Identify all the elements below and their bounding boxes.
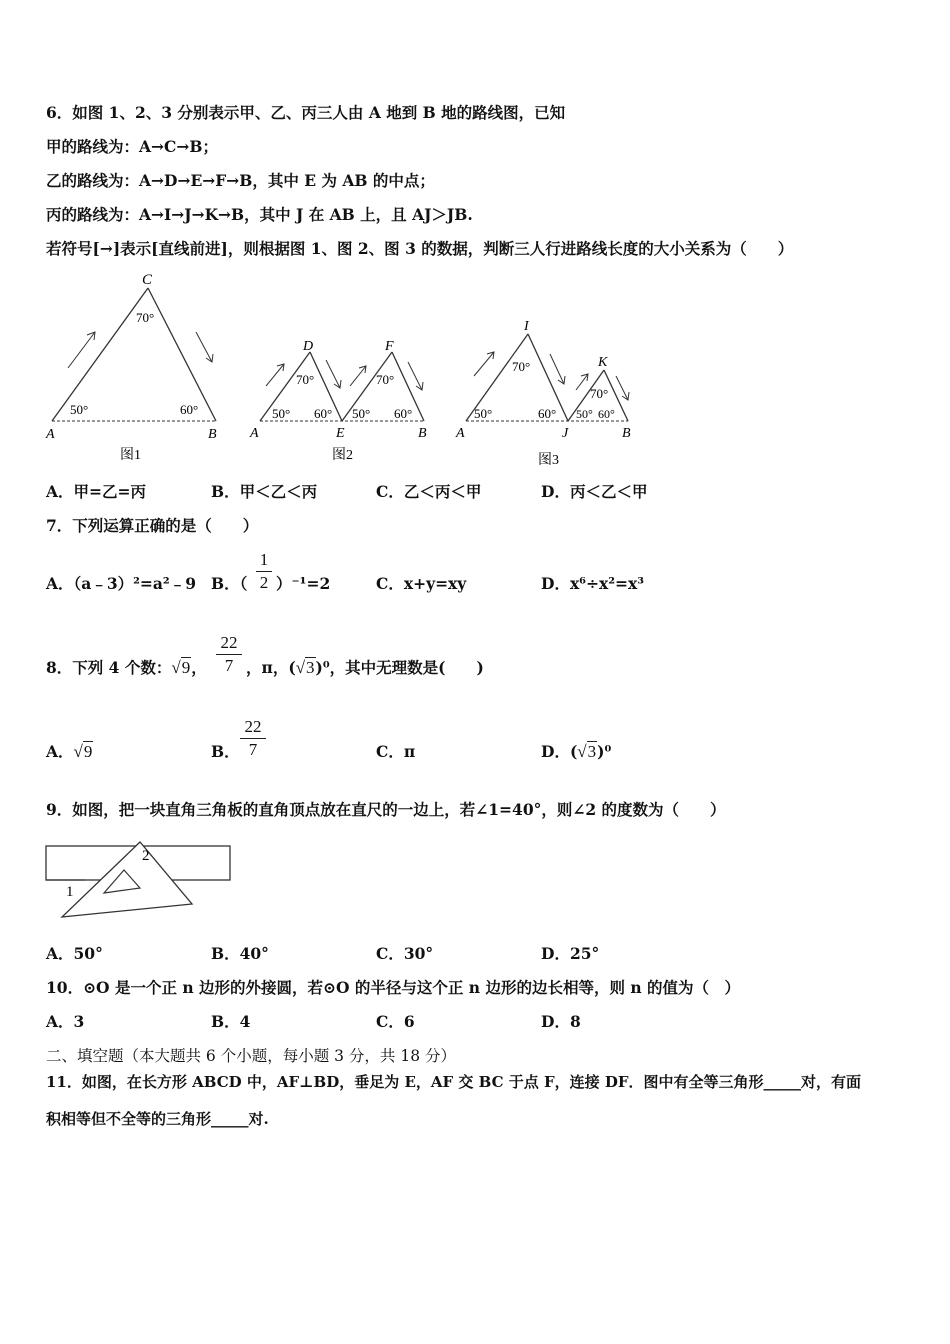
fraction-bar xyxy=(216,654,242,655)
fig2-arrow-2 xyxy=(326,360,340,388)
fig1-arrow-up xyxy=(68,332,95,368)
fig1-label-a: A xyxy=(46,427,55,442)
fig2-caption: 图2 xyxy=(332,448,353,463)
q8-stem xyxy=(46,658,207,678)
fig3-angle-k: 70° xyxy=(590,386,609,401)
fig3-angle-b: 60° xyxy=(598,407,615,421)
fig3-arrow-1 xyxy=(474,352,494,376)
q8-option-d-sqrt: √3 xyxy=(577,742,597,761)
q8-stem-fraction xyxy=(216,633,242,676)
fig2-angle-d: 70° xyxy=(296,372,315,387)
fig3-label-i: I xyxy=(524,319,529,334)
q11-line2: 积相等但不全等的三角形_____对. xyxy=(46,1110,269,1128)
fig2-arrow-4 xyxy=(408,362,422,390)
q10-option-c: C．6 xyxy=(376,1012,415,1031)
fig2-label-a: A xyxy=(250,426,259,441)
fig1-label-c: C xyxy=(142,272,153,288)
q8-option-a-radicand: 9 xyxy=(83,742,93,761)
fig3-label-a: A xyxy=(456,426,465,441)
q10-option-b: B．4 xyxy=(211,1012,251,1031)
fig1-angle-a: 50° xyxy=(70,402,89,417)
q10-option-d: D．8 xyxy=(541,1012,581,1031)
q8-option-b-label: B． xyxy=(211,742,240,761)
fig2-label-d: D xyxy=(303,339,314,354)
q6-option-d: D．丙＜乙＜甲 xyxy=(541,482,648,501)
fraction-bar xyxy=(240,738,266,739)
q8-sqrt9-radicand: 9 xyxy=(181,658,191,677)
q8-option-a-sqrt: √9 xyxy=(73,742,93,761)
q8-fraction-denominator: 7 xyxy=(224,656,234,675)
fig3-arrowhead-2 xyxy=(558,376,565,384)
q8-option-d-radicand: 3 xyxy=(587,742,597,761)
fig1-label-b: B xyxy=(208,427,217,442)
q6-line3: 乙的路线为：A→D→E→F→B，其中 E 为 AB 的中点； xyxy=(46,171,435,190)
fig2-angle-a: 50° xyxy=(272,406,291,421)
angle-1-label: 1 xyxy=(66,884,74,900)
q8-option-b-numerator: 22 xyxy=(244,717,262,736)
q8-comma: ， xyxy=(191,658,207,677)
q8-sqrt3: √3 xyxy=(295,658,315,677)
q6-option-b: B．甲＜乙＜丙 xyxy=(211,482,318,501)
q9-option-a: A．50° xyxy=(46,944,103,963)
q7-option-b-suffix: ）⁻¹=2 xyxy=(276,574,331,593)
q8-option-d-label: D．( xyxy=(541,742,578,761)
figure-2 xyxy=(246,270,446,463)
q8-option-b-denominator: 7 xyxy=(248,740,258,759)
fig1-angle-c: 70° xyxy=(136,310,155,325)
q8-option-c: C．π xyxy=(376,742,416,761)
fig3-angle-j2: 50° xyxy=(576,407,593,421)
q6-option-a: A．甲=乙=丙 xyxy=(46,482,147,501)
q7-option-d: D．x⁶÷x²=x³ xyxy=(541,574,645,593)
q6-line2: 甲的路线为：A→C→B； xyxy=(46,137,218,156)
q7-fraction-denominator: 2 xyxy=(259,573,269,592)
fig1-caption: 图1 xyxy=(120,448,141,463)
fig3-caption: 图3 xyxy=(538,453,559,468)
q9-option-d: D．25° xyxy=(541,944,600,963)
fig1-angle-b: 60° xyxy=(180,402,199,417)
q6-line4: 丙的路线为：A→I→J→K→B，其中 J 在 AB 上，且 AJ＞JB. xyxy=(46,205,473,224)
q10-option-a: A．3 xyxy=(46,1012,85,1031)
fig1-edge-ac xyxy=(52,288,148,421)
fig3-label-k: K xyxy=(598,355,608,370)
q8-option-a xyxy=(46,742,93,762)
fig3-angle-a: 50° xyxy=(474,406,493,421)
q11-line1: 11．如图，在长方形 ABCD 中，AF⊥BD，垂足为 E，AF 交 BC 于点 F，连接 DF．图中有全等三角形_____对，有面 xyxy=(46,1073,861,1091)
fig1-arrow-down xyxy=(196,332,212,362)
q10-stem: 10．⊙O 是一个正 n 边形的外接圆，若⊙O 的半径与这个正 n 边形的边长相等，则 n 的值为（ ） xyxy=(46,978,741,997)
fig2-angle-f: 70° xyxy=(376,372,395,387)
fig3-label-j: J xyxy=(562,426,569,441)
fig2-arrow-1 xyxy=(266,364,284,386)
q6-line1: 6．如图 1、2、3 分别表示甲、乙、丙三人由 A 地到 B 地的路线图，已知 xyxy=(46,103,566,122)
q7-option-b-prefix: B．（ xyxy=(211,574,248,593)
fig2-label-b: B xyxy=(418,426,427,441)
q8-stem-mid: ，π，( xyxy=(246,658,296,677)
q9-stem: 9．如图，把一块直角三角板的直角顶点放在直尺的一边上，若∠1=40°，则∠2 的度数为（ ） xyxy=(46,800,726,819)
q8-option-d xyxy=(541,742,611,762)
fig2-angle-b: 60° xyxy=(394,406,413,421)
q9-option-b: B．40° xyxy=(211,944,269,963)
figure-ruler-triangle xyxy=(42,838,242,928)
fig2-arrow-3 xyxy=(350,366,366,386)
fig3-arrow-2 xyxy=(550,354,564,384)
q6-option-c: C．乙＜丙＜甲 xyxy=(376,482,482,501)
fig3-arrow-3 xyxy=(576,374,588,390)
q8-option-a-label: A． xyxy=(46,742,74,761)
q7-option-b-fraction xyxy=(256,550,272,593)
fig2-angle-e2: 50° xyxy=(352,406,371,421)
q8-option-b-fraction xyxy=(240,717,266,760)
q7-option-a: A．（a﹣3）²=a²﹣9 xyxy=(46,574,196,593)
q8-stem-prefix: 8．下列 4 个数： xyxy=(46,658,172,677)
fraction-bar xyxy=(256,571,272,572)
figure-1 xyxy=(40,270,230,463)
fig2-label-e: E xyxy=(336,426,345,441)
q9-option-c: C．30° xyxy=(376,944,434,963)
q8-option-d-suffix: )⁰ xyxy=(597,742,612,761)
q7-stem: 7．下列运算正确的是（ ） xyxy=(46,516,259,535)
q8-fraction-numerator: 22 xyxy=(220,633,238,652)
q8-stem-suffix: )⁰，其中无理数是( ) xyxy=(315,658,484,677)
fig2-label-f: F xyxy=(385,339,394,354)
angle-2-label: 2 xyxy=(142,848,150,864)
fig3-label-b: B xyxy=(622,426,631,441)
q8-stem-rest xyxy=(246,658,484,678)
q7-option-c: C．x+y=xy xyxy=(376,574,467,593)
fig3-angle-i: 70° xyxy=(512,359,531,374)
fig2-angle-e1: 60° xyxy=(314,406,333,421)
q7-fraction-numerator: 1 xyxy=(259,550,269,569)
q8-sqrt3-radicand: 3 xyxy=(306,658,315,677)
q8-sqrt9: √9 xyxy=(171,658,191,677)
q6-line5: 若符号[→]表示[直线前进]，则根据图 1、图 2、图 3 的数据，判断三人行进路线长度的大小关系为（ ） xyxy=(46,239,794,258)
section-2-heading: 二、填空题（本大题共 6 个小题，每小题 3 分，共 18 分） xyxy=(46,1047,457,1065)
fig3-angle-j1: 60° xyxy=(538,406,557,421)
figure-3 xyxy=(452,270,652,470)
